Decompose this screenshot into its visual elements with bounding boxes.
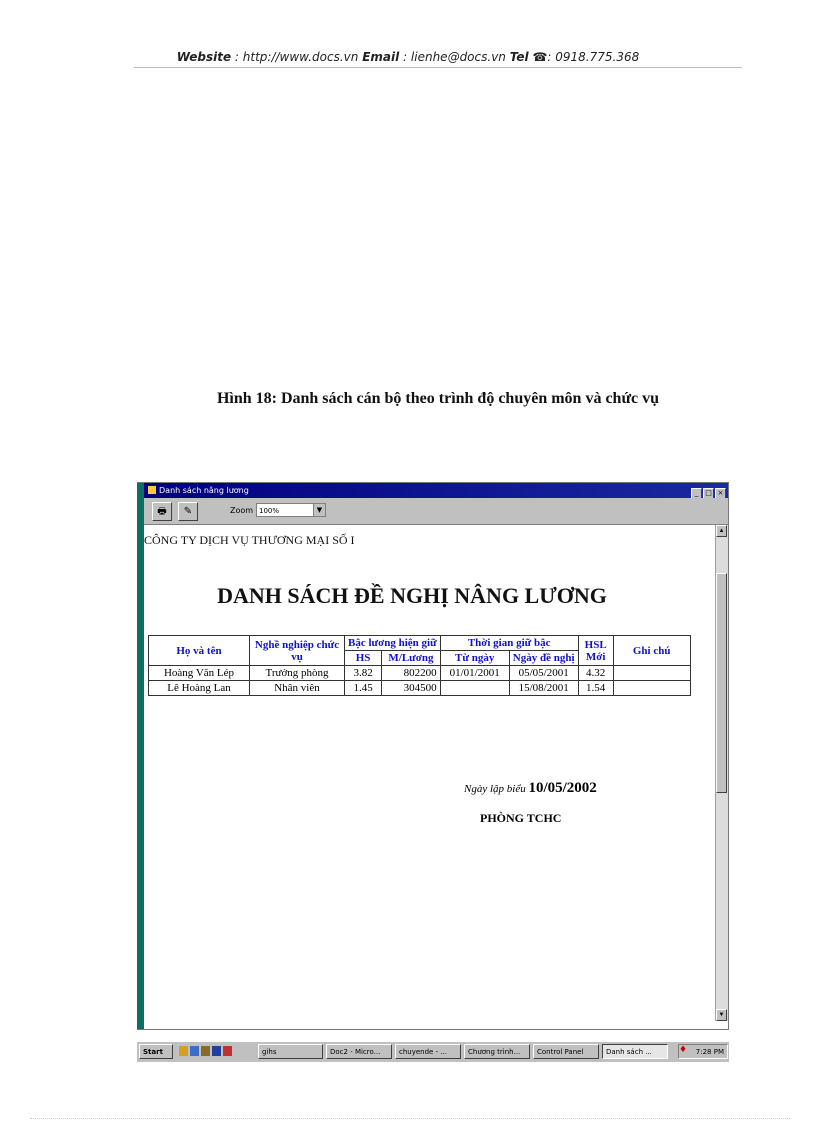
header-hs: HS: [345, 651, 382, 666]
cell-name: Hoàng Văn Lép: [149, 666, 250, 681]
task-doc2[interactable]: Doc2 - Micro...: [326, 1044, 392, 1059]
taskbar: [137, 1041, 729, 1062]
footer-divider: [30, 1118, 790, 1119]
zoom-select[interactable]: [256, 503, 326, 517]
email-value[interactable]: : lienhe@docs.vn: [403, 50, 506, 64]
cell-hsl: 1.54: [578, 681, 613, 696]
cell-from: [440, 681, 509, 696]
quicklaunch-icon[interactable]: [179, 1046, 188, 1056]
task-gihs[interactable]: gihs: [258, 1044, 323, 1059]
cell-note: [613, 681, 690, 696]
company-name: CÔNG TY DỊCH VỤ THƯƠNG MẠI SỐ I: [144, 533, 355, 547]
cell-proposal: 15/08/2001: [509, 681, 578, 696]
cell-hsl: 4.32: [578, 666, 613, 681]
table-row: [149, 681, 691, 696]
table-row: [149, 666, 691, 681]
window-title: Danh sách nâng lương: [159, 486, 249, 495]
quicklaunch-icon[interactable]: [190, 1046, 199, 1056]
print-icon[interactable]: 🖶: [152, 502, 172, 521]
scroll-down-icon[interactable]: ▼: [716, 1009, 727, 1021]
cell-note: [613, 666, 690, 681]
app-icon: [148, 486, 156, 494]
task-danh-sach[interactable]: Danh sách ...: [602, 1044, 668, 1059]
zoom-label: Zoom: [230, 506, 254, 515]
task-chuong-trinh[interactable]: Chương trình...: [464, 1044, 530, 1059]
cell-mluong: 802200: [382, 666, 440, 681]
header-note: Ghi chú: [613, 636, 690, 666]
tel-label: Tel: [509, 50, 529, 64]
report-page: [144, 525, 716, 1021]
cell-from: 01/01/2001: [440, 666, 509, 681]
cell-hs: 3.82: [345, 666, 382, 681]
cell-proposal: 05/05/2001: [509, 666, 578, 681]
header-proposal: Ngày đề nghị: [509, 651, 578, 666]
zoom-value: 100%: [259, 507, 280, 515]
header-hsl-new: HSL Mới: [578, 636, 613, 666]
page-header: [0, 50, 816, 64]
report-title: DANH SÁCH ĐỀ NGHỊ NÂNG LƯƠNG: [217, 583, 607, 608]
cell-job: Trưởng phòng: [250, 666, 345, 681]
preview-toolbar: [144, 498, 728, 525]
minimize-button[interactable]: _: [691, 488, 702, 499]
vertical-scrollbar[interactable]: [715, 525, 728, 1021]
task-chuyende[interactable]: chuyende - ...: [395, 1044, 461, 1059]
tel-value: ☎: 0918.775.368: [532, 50, 640, 64]
salary-table: [148, 635, 691, 696]
date-value: 10/05/2002: [528, 780, 597, 796]
scroll-up-icon[interactable]: ▲: [716, 525, 727, 537]
scroll-thumb[interactable]: [716, 573, 727, 793]
date-line: [464, 780, 597, 797]
website-value[interactable]: : http://www.docs.vn: [234, 50, 359, 64]
cell-hs: 1.45: [345, 681, 382, 696]
tray-icon[interactable]: ♦: [679, 1045, 688, 1055]
report-window: [137, 482, 729, 1030]
chevron-down-icon[interactable]: ▼: [313, 504, 325, 516]
department-name: PHÒNG TCHC: [480, 811, 562, 825]
date-label: Ngày lập biểu: [464, 783, 526, 795]
desktop-edge: [137, 483, 144, 1029]
header-name: Họ và tên: [149, 636, 250, 666]
system-clock[interactable]: 7:28 PM: [678, 1044, 728, 1059]
start-button[interactable]: Start: [139, 1044, 173, 1059]
email-label: Email: [362, 50, 400, 64]
quicklaunch-icon[interactable]: [201, 1046, 210, 1056]
close-button[interactable]: ×: [715, 488, 726, 499]
cell-name: Lê Hoàng Lan: [149, 681, 250, 696]
website-label: Website: [176, 50, 232, 64]
figure-caption: Hình 18: Danh sách cán bộ theo trình độ chuyên môn và chức vụ: [216, 390, 660, 407]
cell-job: Nhân viên: [250, 681, 345, 696]
header-divider: [134, 67, 742, 68]
quicklaunch-icon[interactable]: [212, 1046, 221, 1056]
header-period-group: Thời gian giữ bậc: [440, 636, 578, 651]
header-mluong: M/Lương: [382, 651, 440, 666]
task-control-panel[interactable]: Control Panel: [533, 1044, 599, 1059]
export-icon[interactable]: ✎: [178, 502, 198, 521]
maximize-button[interactable]: □: [703, 488, 714, 499]
cell-mluong: 304500: [382, 681, 440, 696]
header-salary-group: Bậc lương hiện giữ: [345, 636, 441, 651]
quicklaunch-icon[interactable]: [223, 1046, 232, 1056]
window-titlebar[interactable]: [144, 483, 728, 498]
header-job: Nghề nghiệp chức vụ: [250, 636, 345, 666]
header-from: Từ ngày: [440, 651, 509, 666]
